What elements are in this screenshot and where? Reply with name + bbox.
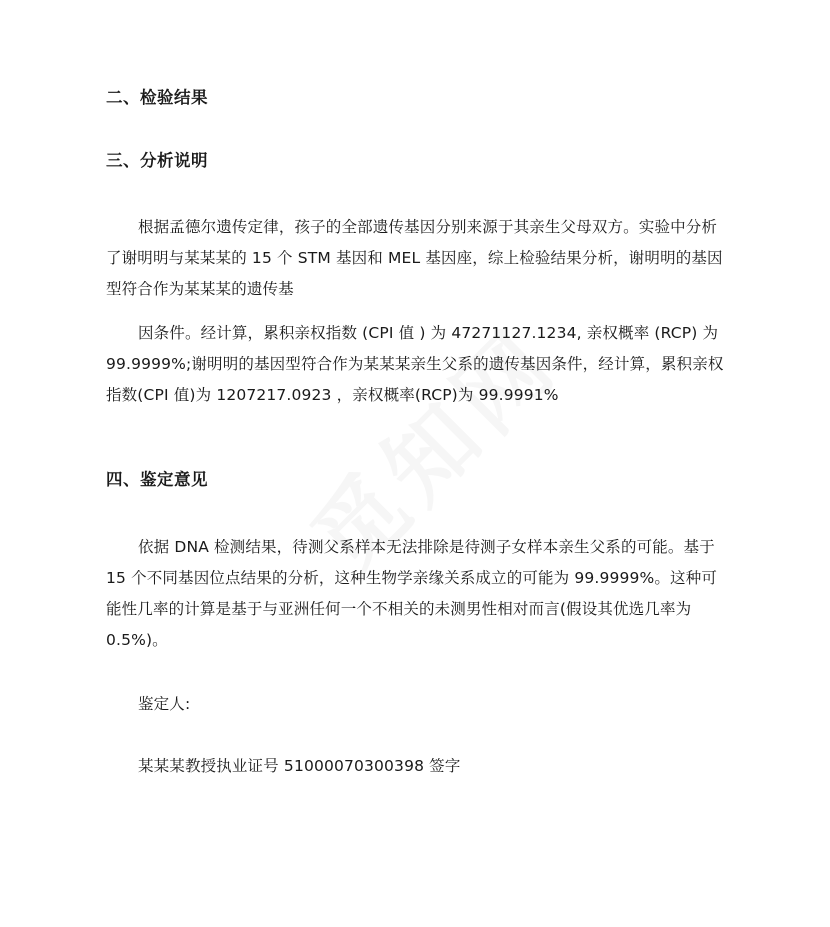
text-line: 依据 DNA 检测结果，待测父系样本无法排除是待测子女样本亲生父系的可能。基于 xyxy=(138,538,715,556)
text-line: 了谢明明与某某某的 15 个 STM 基因和 MEL 基因座，综上检验结果分析，谢明明的基因 xyxy=(106,249,723,267)
text-line: 型符合作为某某某的遗传基 xyxy=(106,280,294,298)
appraiser-label-block xyxy=(106,689,730,720)
text-line: 能性几率的计算是基于与亚洲任何一个不相关的未测男性相对而言(假设其优选几率为 xyxy=(106,600,692,618)
text-line: 15 个不同基因位点结果的分析，这种生物学亲缘关系成立的可能为 99.9999%。这种可 xyxy=(106,569,718,587)
signer-block xyxy=(106,751,730,782)
analysis-heading: 三、分析说明 xyxy=(106,151,208,170)
text-line: 指数(CPI 值)为 1207217.0923 ，亲权概率(RCP)为 99.9991% xyxy=(106,386,559,404)
appraiser-label: 鉴定人: xyxy=(138,695,191,713)
text-line: 因条件。经计算，累积亲权指数 (CPI 值 ) 为 47271127.1234, 亲权概率 (RCP) 为 xyxy=(138,324,719,342)
results-heading: 二、检验结果 xyxy=(106,88,208,107)
text-line: 99.9999%;谢明明的基因型符合作为某某某亲生父系的遗传基因条件，经计算，累积亲权 xyxy=(106,355,724,373)
analysis-paragraph-2 xyxy=(106,318,730,411)
text-line: 根据孟德尔遗传定律，孩子的全部遗传基因分别来源于其亲生父母双方。实验中分析 xyxy=(138,218,718,236)
text-line: 0.5%)。 xyxy=(106,631,168,649)
opinion-paragraph xyxy=(106,532,730,656)
signer-line: 某某某教授执业证号 51000070300398 签字 xyxy=(138,757,461,775)
analysis-paragraph-1 xyxy=(106,212,730,305)
opinion-heading: 四、鉴定意见 xyxy=(106,470,208,489)
